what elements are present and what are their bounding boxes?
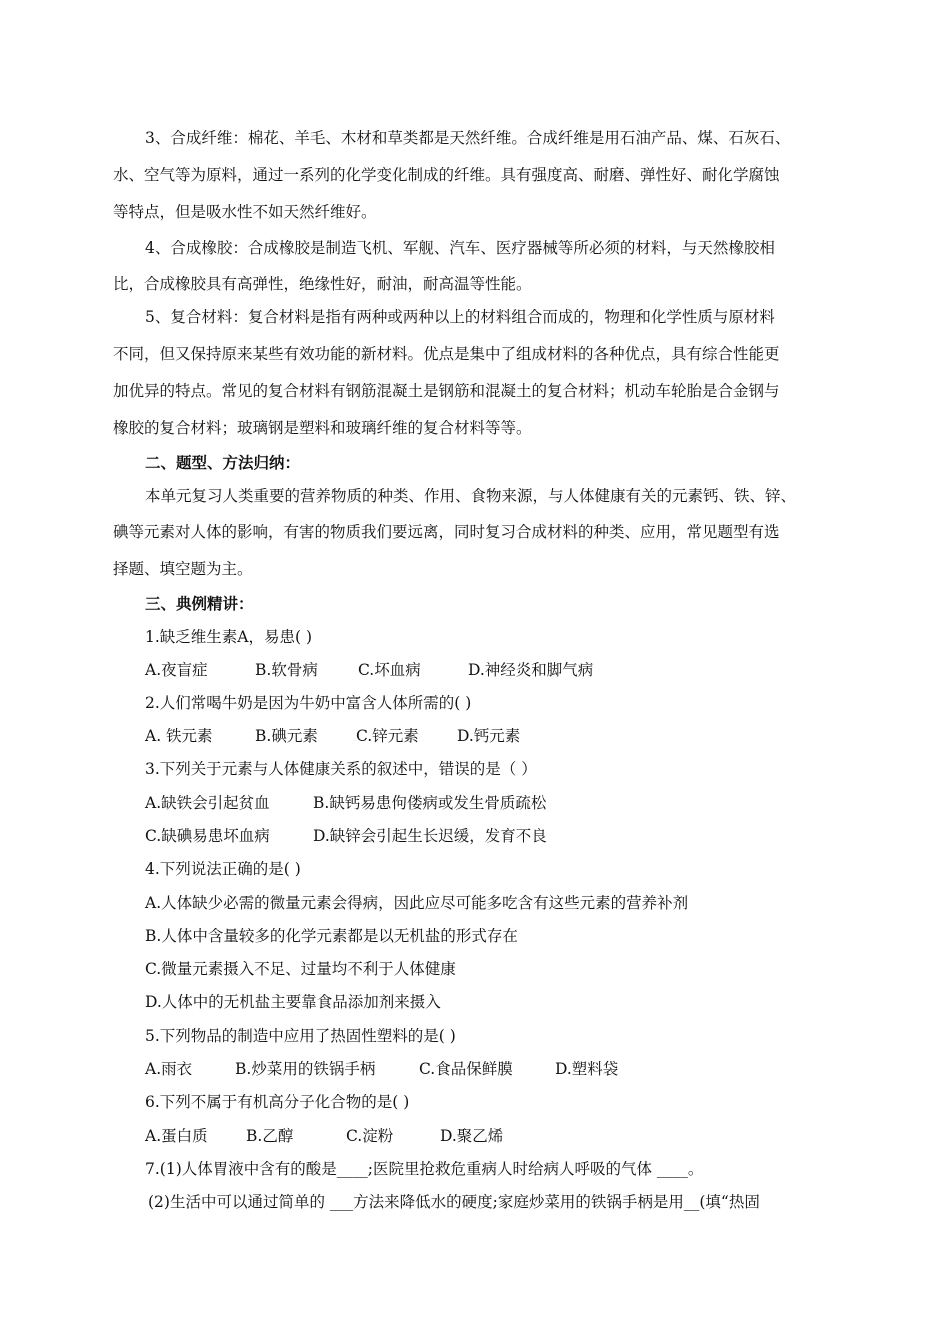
para5-line-2: 不同，但又保持原来某些有效功能的新材料。优点是集中了组成材料的各种优点，具有综合性能更 (113, 345, 780, 363)
q2-option-a: A. 铁元素 (145, 727, 213, 745)
q4-option-a: A.人体缺少必需的微量元素会得病，因此应尽可能多吃含有这些元素的营养补剂 (145, 894, 689, 912)
q6-option-b: B.乙醇 (246, 1127, 294, 1145)
para4-line-1: 4、合成橡胶：合成橡胶是制造飞机、军舰、汽车、医疗器械等所必须的材料，与天然橡胶相 (145, 239, 775, 257)
q2-stem: 2.人们常喝牛奶是因为牛奶中富含人体所需的( ) (145, 694, 472, 712)
q4-option-d: D.人体中的无机盐主要靠食品添加剂来摄入 (145, 993, 441, 1011)
q1-option-b: B.软骨病 (255, 661, 318, 679)
q3-option-d: D.缺锌会引起生长迟缓，发育不良 (313, 827, 547, 845)
q6-stem: 6.下列不属于有机高分子化合物的是( ) (145, 1093, 410, 1111)
q2-options (145, 726, 520, 746)
section-3-heading: 三、典例精讲： (145, 594, 254, 613)
para5-line-4: 橡胶的复合材料；玻璃钢是塑料和玻璃纤维的复合材料等等。 (113, 419, 532, 437)
q4-option-c: C.微量元素摄入不足、过量均不利于人体健康 (145, 960, 456, 978)
q6-options (145, 1126, 503, 1146)
q3-option-c: C.缺碘易患坏血病 (145, 827, 270, 845)
q5-option-c: C.食品保鲜膜 (419, 1060, 513, 1078)
q5-option-d: D.塑料袋 (555, 1060, 619, 1078)
q3-options-row-2 (145, 826, 547, 846)
para4-line-2: 比，合成橡胶具有高弹性，绝缘性好，耐油，耐高温等性能。 (113, 275, 532, 293)
q5-stem: 5.下列物品的制造中应用了热固性塑料的是( ) (145, 1027, 456, 1045)
section2-line-3: 择题、填空题为主。 (113, 560, 253, 578)
q1-option-a: A.夜盲症 (145, 661, 208, 679)
q1-options (145, 660, 593, 680)
q3-options-row-1 (145, 793, 546, 813)
q5-option-a: A.雨衣 (145, 1060, 193, 1078)
section2-line-2: 碘等元素对人体的影响，有害的物质我们要远离，同时复习合成材料的种类、应用，常见题型有选 (113, 523, 780, 541)
q7-part-1: 7.(1)人体胃液中含有的酸是____;医院里抢救危重病人时给病人呼吸的气体 ____。 (145, 1160, 704, 1178)
q4-stem: 4.下列说法正确的是( ) (145, 860, 301, 878)
q3-stem: 3.下列关于元素与人体健康关系的叙述中，错误的是（ ） (145, 760, 537, 778)
q2-option-c: C.锌元素 (356, 727, 419, 745)
para3-line-2: 水、空气等为原料，通过一系列的化学变化制成的纤维。具有强度高、耐磨、弹性好、耐化学腐蚀 (113, 166, 780, 184)
para5-line-3: 加优异的特点。常见的复合材料有钢筋混凝土是钢筋和混凝土的复合材料；机动车轮胎是合金钢与 (113, 382, 780, 400)
q4-option-b: B.人体中含量较多的化学元素都是以无机盐的形式存在 (145, 927, 518, 945)
q6-option-c: C.淀粉 (346, 1127, 394, 1145)
para5-line-1: 5、复合材料：复合材料是指有两种或两种以上的材料组合而成的，物理和化学性质与原材料 (145, 308, 775, 326)
q7-part-2: (2)生活中可以通过简单的 ___方法来降低水的硬度;家庭炒菜用的铁锅手柄是用__(填“热固 (148, 1193, 760, 1211)
q6-option-a: A.蛋白质 (145, 1127, 208, 1145)
q2-option-d: D.钙元素 (457, 727, 521, 745)
q5-options (145, 1059, 618, 1079)
q2-option-b: B.碘元素 (255, 727, 318, 745)
q1-option-d: D.神经炎和脚气病 (468, 661, 594, 679)
q6-option-d: D.聚乙烯 (440, 1127, 504, 1145)
q3-option-b: B.缺钙易患佝偻病或发生骨质疏松 (313, 794, 547, 812)
section2-line-1: 本单元复习人类重要的营养物质的种类、作用、食物来源，与人体健康有关的元素钙、铁、锌、 (145, 487, 797, 505)
section-2-heading: 二、题型、方法归纳： (145, 453, 301, 472)
para3-line-1: 3、合成纤维：棉花、羊毛、木材和草类都是天然纤维。合成纤维是用石油产品、煤、石灰石、 (145, 129, 791, 147)
q5-option-b: B.炒菜用的铁锅手柄 (235, 1060, 376, 1078)
para3-line-3: 等特点，但是吸水性不如天然纤维好。 (113, 203, 377, 221)
q1-option-c: C.坏血病 (358, 661, 421, 679)
q1-stem: 1.缺乏维生素A，易患( ) (145, 628, 313, 646)
q3-option-a: A.缺铁会引起贫血 (145, 794, 270, 812)
